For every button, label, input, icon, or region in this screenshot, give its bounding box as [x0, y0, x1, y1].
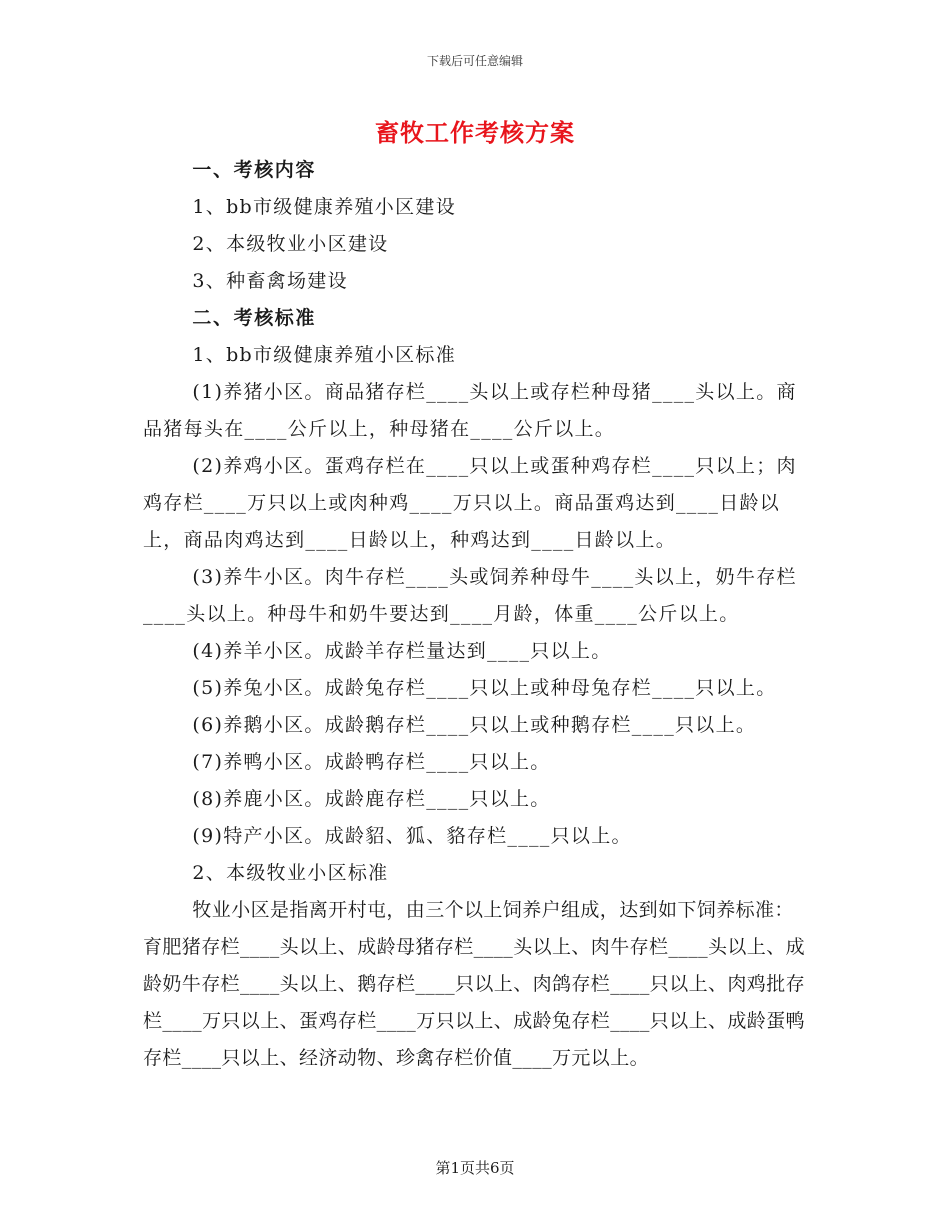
section-heading-standards: 二、考核标准: [192, 307, 316, 329]
page-footer-number: 第1页共6页: [435, 1159, 515, 1177]
standard-rabbit: (5)养兔小区。成龄兔存栏____只以上或种母兔存栏____只以上。: [192, 677, 777, 699]
standard-goose: (6)养鹅小区。成龄鹅存栏____只以上或种鹅存栏____只以上。: [192, 714, 757, 736]
section-heading-content: 一、考核内容: [192, 159, 316, 181]
standard-chicken: (2)养鸡小区。蛋鸡存栏在____只以上或蛋种鸡存栏____只以上；肉鸡存栏____万只以上或肉种鸡____万只以上。商品蛋鸡达到____日龄以上，商品肉鸡达到____日龄以上，种鸡达到____日龄以上。: [143, 455, 797, 551]
standard-deer: (8)养鹿小区。成龄鹿存栏____只以上。: [192, 788, 551, 810]
page-header-note: 下载后可任意编辑: [426, 54, 523, 68]
document-body: [143, 152, 808, 1077]
content-item-3: 3、种畜禽场建设: [192, 270, 348, 292]
content-item-2: 2、本级牧业小区建设: [192, 233, 389, 255]
document-title: 畜牧工作考核方案: [375, 118, 575, 147]
standard-sheep: (4)养羊小区。成龄羊存栏量达到____只以上。: [192, 640, 612, 662]
content-item-1: 1、bb市级健康养殖小区建设: [192, 196, 457, 218]
standard-subheading-2: 2、本级牧业小区标准: [192, 862, 389, 884]
standard-pig: (1)养猪小区。商品猪存栏____头以上或存栏种母猪____头以上。商品猪每头在____公斤以上，种母猪在____公斤以上。: [143, 381, 797, 440]
standard-subheading-1: 1、bb市级健康养殖小区标准: [192, 344, 457, 366]
standard-cattle: (3)养牛小区。肉牛存栏____头或饲养种母牛____头以上，奶牛存栏____头以上。种母牛和奶牛要达到____月龄，体重____公斤以上。: [143, 566, 797, 625]
standard-specialty: (9)特产小区。成龄貂、狐、貉存栏____只以上。: [192, 825, 632, 847]
standard-duck: (7)养鸭小区。成龄鸭存栏____只以上。: [192, 751, 551, 773]
standard-local-paragraph: 牧业小区是指离开村屯，由三个以上饲养户组成，达到如下饲养标准：育肥猪存栏____头以上、成龄母猪存栏____头以上、肉牛存栏____头以上、成龄奶牛存栏____头以上、鹅存栏____只以上、肉鸽存栏____只以上、肉鸡批存栏____万只以上、蛋鸡存栏____万只以上、成龄兔存栏____只以上、成龄蛋鸭存栏____只以上、经济动物、珍禽存栏价值____万元以上。: [143, 899, 806, 1069]
